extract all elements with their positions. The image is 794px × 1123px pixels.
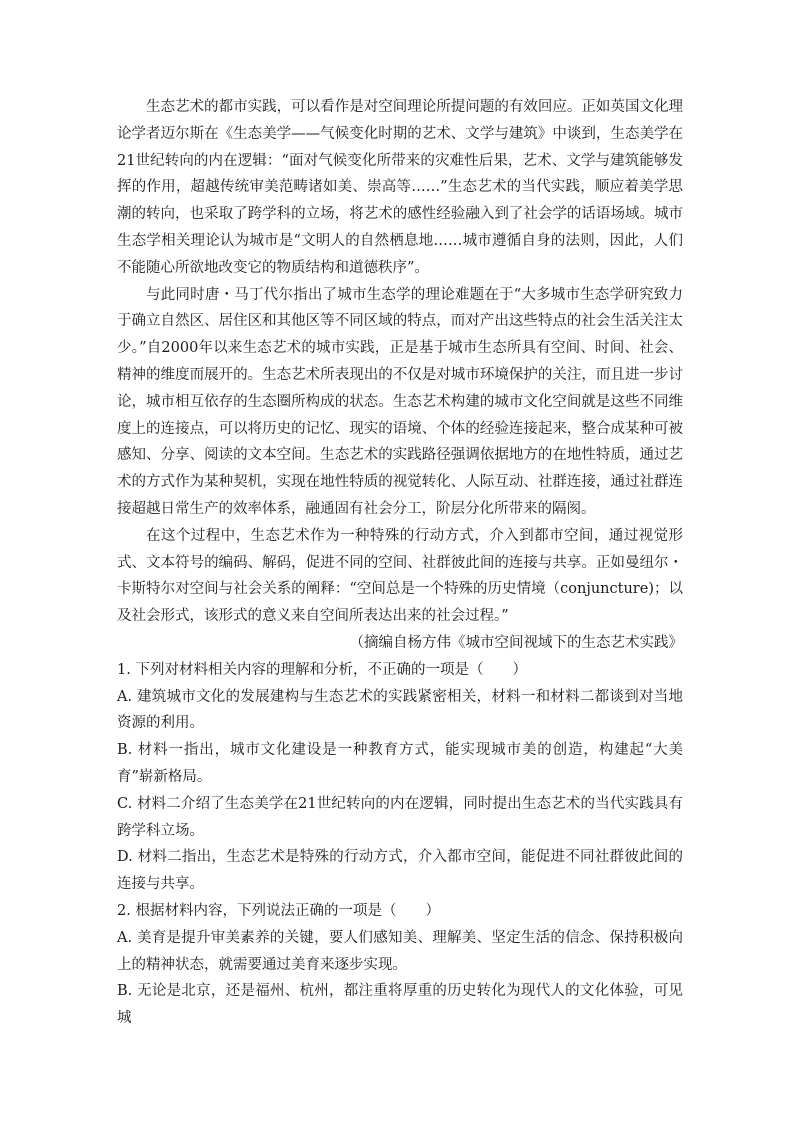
option-c: C. 材料二介绍了生态美学在21世纪转向的内在逻辑，同时提出生态艺术的当代实践具有跨学科立场。 bbox=[117, 795, 683, 839]
document-page bbox=[117, 94, 683, 1032]
question-2 bbox=[117, 898, 683, 1032]
passage-paragraph: 在这个过程中，生态艺术作为一种特殊的行动方式，介入到都市空间，通过视觉形式、文本符号的编码、解码，促进不同的空间、社群彼此间的连接与共享。正如曼纽尔・卡斯特尔对空间与社会关系的阐释：“空间总是一个特殊的历史情境（conjuncture)；以及社会形式，该形式的意义来自空间所表达出来的社会过程。” bbox=[117, 527, 683, 625]
question-stem: 2. 根据材料内容，下列说法正确的一项是（ ） bbox=[117, 902, 440, 919]
passage-paragraph: 生态艺术的都市实践，可以看作是对空间理论所提问题的有效回应。正如英国文化理论学者迈尔斯在《生态美学——气候变化时期的艺术、文学与建筑》中谈到，生态美学在21世纪转向的内在逻辑：“面对气候变化所带来的灾难性后果，艺术、文学与建筑能够发挥的作用，超越传统审美范畴诸如美、崇高等……”生态艺术的当代实践，顺应着美学思潮的转向，也采取了跨学科的立场，将艺术的感性经验融入到了社会学的话语场域。城市生态学相关理论认为城市是“文明人的自然栖息地……城市遵循自身的法则，因此，人们不能随心所欲地改变它的物质结构和道德秩序”。 bbox=[117, 99, 683, 276]
option-a: A. 建筑城市文化的发展建构与生态艺术的实践紧密相关，材料一和材料二都谈到对当地资源的利用。 bbox=[117, 688, 683, 732]
passage-source: （摘编自杨方伟《城市空间视域下的生态艺术实践》 bbox=[349, 634, 683, 651]
passage-paragraph: 与此同时唐・马丁代尔指出了城市生态学的理论难题在于“大多城市生态学研究致力于确立自然区、居住区和其他区等不同区域的特点，而对产出这些特点的社会生活关注太少。”自2000年以来生态艺术的城市实践，正是基于城市生态所具有空间、时间、社会、精神的维度而展开的。生态艺术所表现出的不仅是对城市环境保护的关注，而且进一步讨论，城市相互依存的生态圈所构成的状态。生态艺术构建的城市文化空间就是这些不同维度上的连接点，可以将历史的记忆、现实的语境、个体的经验连接起来，整合成某种可被感知、分享、阅读的文本空间。生态艺术的实践路径强调依据地方的在地性特质，通过艺术的方式作为某种契机，实现在地性特质的视觉转化、人际互动、社群连接，通过社群连接超越日常生产的效率体系，融通固有社会分工，阶层分化所带来的隔阂。 bbox=[117, 286, 683, 517]
question-stem: 1. 下列对材料相关内容的理解和分析，不正确的一项是（ ） bbox=[117, 661, 527, 678]
option-b: B. 无论是北京，还是福州、杭州，都注重将厚重的历史转化为现代人的文化体验，可见城 bbox=[117, 983, 683, 1027]
option-a: A. 美育是提升审美素养的关键，要人们感知美、理解美、坚定生活的信念、保持积极向上的精神状态，就需要通过美育来逐步实现。 bbox=[117, 929, 683, 973]
question-1 bbox=[117, 657, 683, 898]
option-d: D. 材料二指出，生态艺术是特殊的行动方式，介入都市空间，能促进不同社群彼此间的连接与共享。 bbox=[117, 849, 683, 893]
option-b: B. 材料一指出，城市文化建设是一种教育方式，能实现城市美的创造，构建起“大美育”崭新格局。 bbox=[117, 742, 683, 785]
